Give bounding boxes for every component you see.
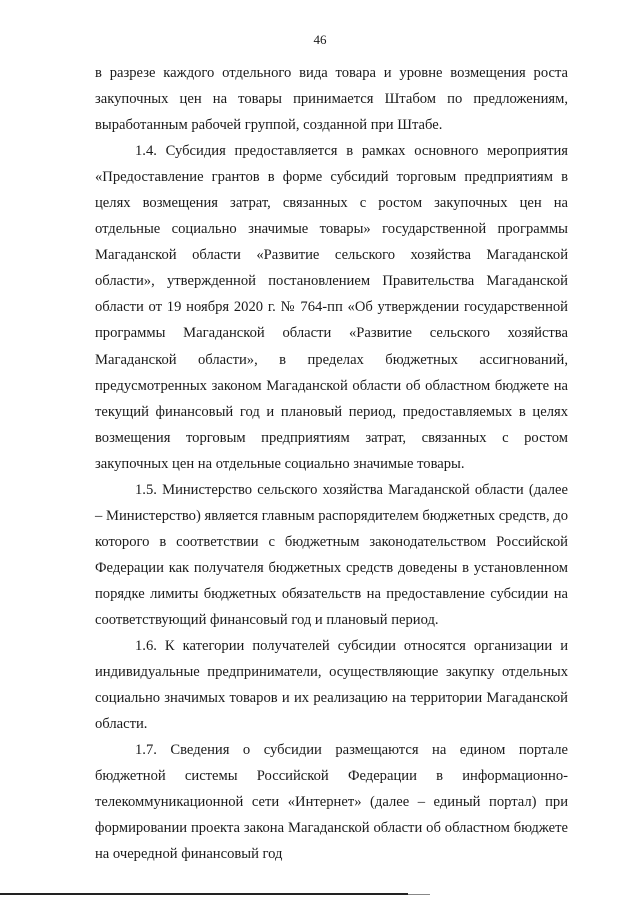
page-number: 46 <box>313 32 327 47</box>
paragraph-continuation: в разрезе каждого отдельного вида товара и уровне возмещения роста закупочных цен на товары принимается Штабом по предложениям, выработанным рабочей группой, созданной при Штабе. <box>95 65 568 134</box>
paragraph-1-5: 1.5. Министерство сельского хозяйства Магаданской области (далее – Министерство) является главным распорядителем бюджетных средств, до которого в соответствии с бюджетным законодательством Российской Федерации как получателя бюджетных средств доведены в установленном порядке лимиты бюджетных обязательств на предоставление субсидии на соответствующий финансовый год и плановый период. <box>95 481 568 628</box>
document-body <box>95 60 568 867</box>
paragraph-1-6: 1.6. К категории получателей субсидии относятся организации и индивидуальные предприниматели, осуществляющие закупку отдельных социально значимых товаров и их реализацию на территории Магаданской области. <box>95 638 568 733</box>
paragraph-1-7: 1.7. Сведения о субсидии размещаются на едином портале бюджетной системы Российской Федерации в информационно-телекоммуникационной сети «Интернет» (далее – единый портал) при формировании проекта закона Магаданской области об областном бюджете на очередной финансовый год <box>95 742 568 863</box>
footer-rule-tail <box>408 894 430 895</box>
footer-rule <box>0 893 408 895</box>
paragraph-1-4: 1.4. Субсидия предоставляется в рамках основного мероприятия «Предоставление грантов в форме субсидий торговым предприятиям в целях возмещения затрат, связанных с ростом закупочных цен на отдельные социально значимые товары» государственной программы Магаданской области «Развитие сельского хозяйства Магаданской области», утвержденной постановлением Правительства Магаданской области от 19 ноября 2020 г. № 764-пп «Об утверждении государственной программы Магаданской области «Развитие сельского хозяйства Магаданской области», в пределах бюджетных ассигнований, предусмотренных законом Магаданской области об областном бюджете на текущий финансовый год и плановый период, предоставляемых в целях возмещения торговым предприятиям затрат, связанных с ростом закупочных цен на отдельные социально значимые товары. <box>95 143 568 472</box>
